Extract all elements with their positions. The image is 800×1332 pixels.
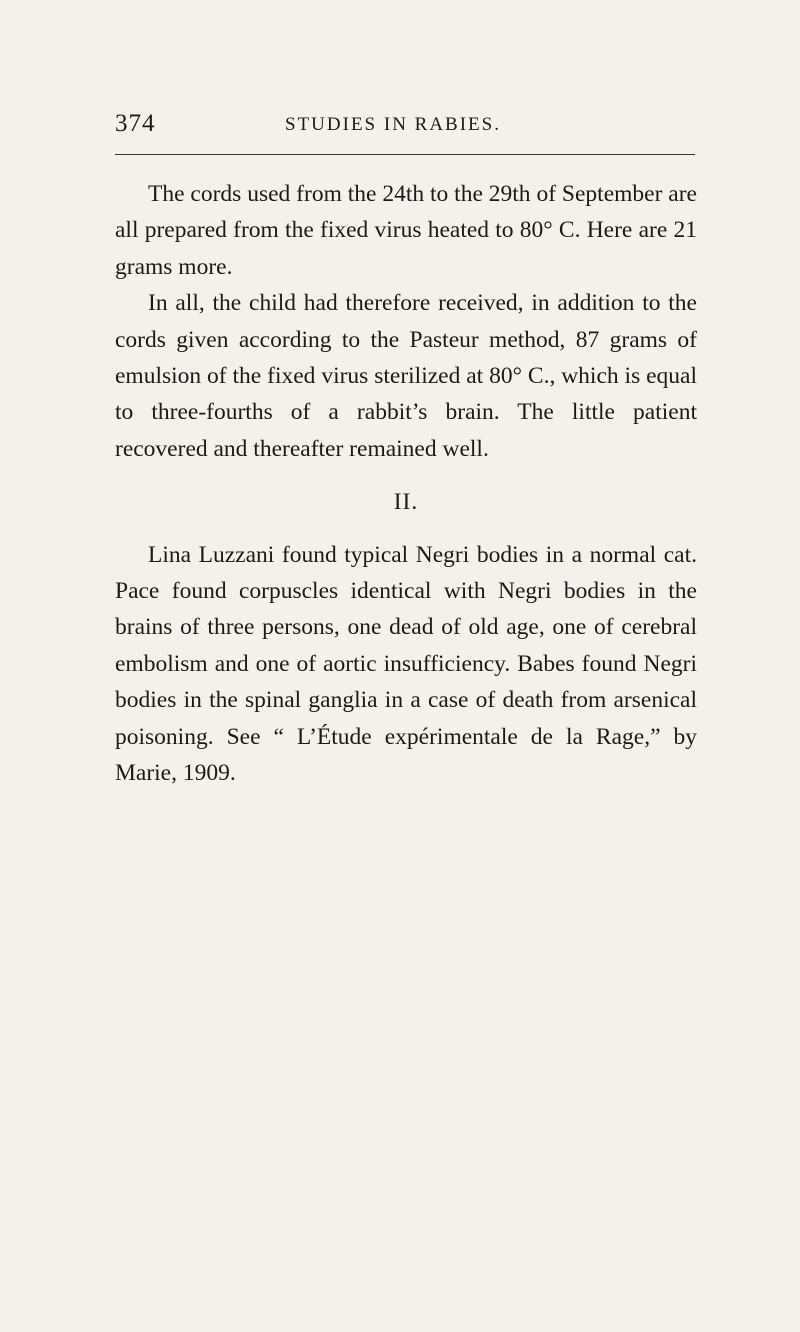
- page-number: 374: [115, 110, 156, 137]
- header-rule: [115, 154, 695, 155]
- paragraph-1: The cords used from the 24th to the 29th of September are all prepared from the fixed virus heated to 80° C. Here are 21 grams more.: [115, 181, 697, 280]
- page-header: [115, 110, 695, 144]
- paragraph-2: In all, the child had therefore received, in addition to the cords given according to the Pasteur method, 87 grams of emulsion of the fixed virus sterilized at 80° C., which is equal to three-fourths of a rabbit’s brain. The little patient recovered and thereafter remained well.: [115, 290, 697, 462]
- paragraph-3: Lina Luzzani found typical Negri bodies in a normal cat. Pace found corpuscles identical with Negri bodies in the brains of three persons, one dead of old age, one of cerebral embolism and one of aortic insufficiency. Babes found Negri bodies in the spinal ganglia in a case of death from arsenical poisoning. See “ L’Étude expérimentale de la Rage,” by Marie, 1909.: [115, 541, 697, 787]
- running-head: STUDIES IN RABIES.: [285, 114, 501, 135]
- section-heading: II.: [393, 489, 419, 516]
- body-text: [115, 176, 697, 792]
